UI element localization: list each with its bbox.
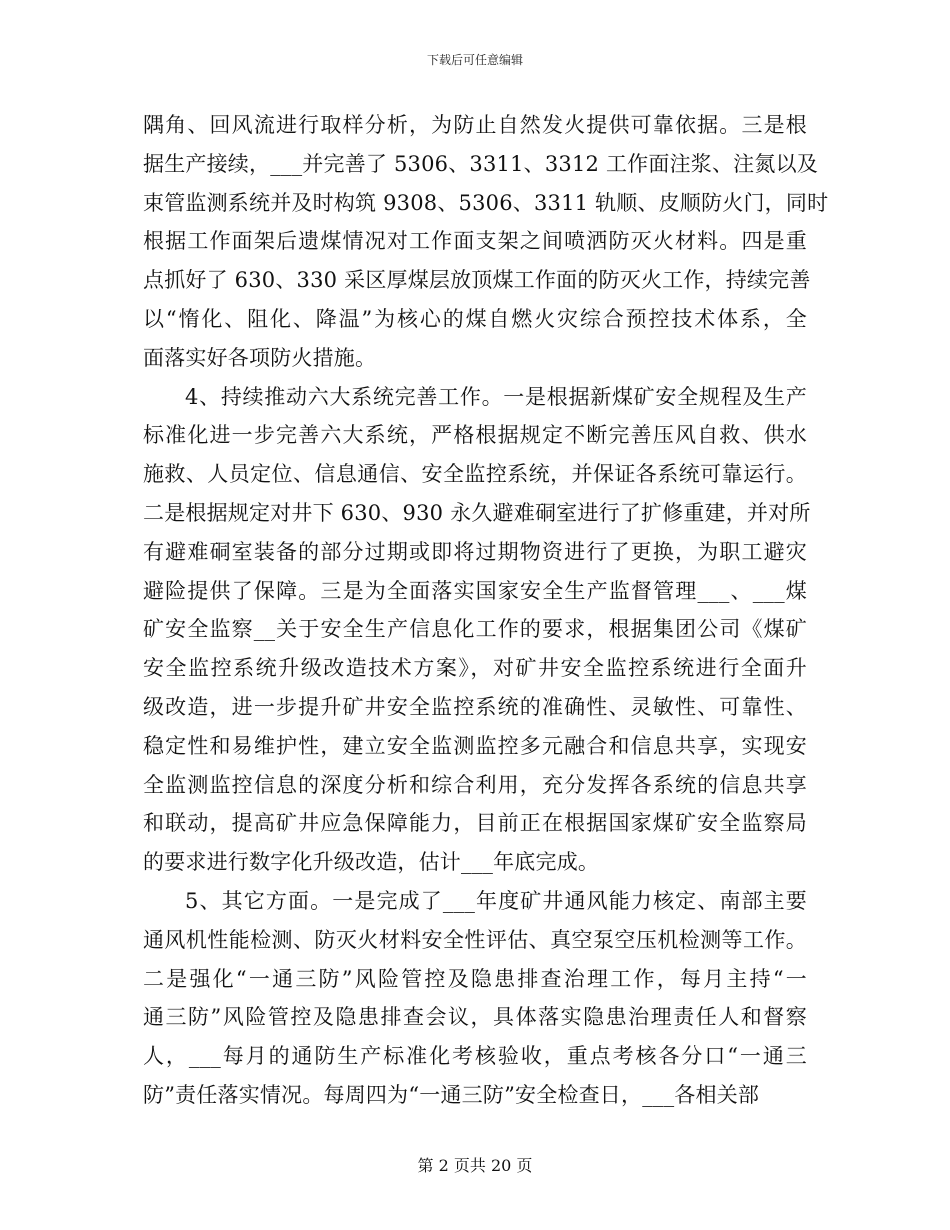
text-line: 安全监控系统升级改造技术方案》，对矿井安全监控系统进行全面升	[143, 656, 807, 681]
page-number: 第 2 页共 20 页	[417, 1156, 533, 1175]
page-footer	[0, 1156, 950, 1176]
text-line: 级改造，进一步提升矿井安全监控系统的准确性、灵敏性、可靠性、	[143, 694, 807, 719]
text-line: 根据工作面架后遗煤情况对工作面支架之间喷洒防灭火材料。四是重	[143, 229, 807, 254]
text-line: 二是强化“一通三防”风险管控及隐患排查治理工作，每月主持“一	[143, 966, 807, 991]
text-line: 隅角、回风流进行取样分析，为防止自然发火提供可靠依据。三是根	[143, 113, 807, 137]
text-line: 通三防”风险管控及隐患排查会议，具体落实隐患治理责任人和督察	[143, 1005, 807, 1030]
paragraph-2	[143, 378, 811, 882]
header-text: 下载后可任意编辑	[426, 53, 523, 67]
text-line: 的要求进行数字化升级改造，估计___年底完成。	[143, 850, 600, 875]
text-line: 人，___每月的通防生产标准化考核验收，重点考核各分口“一通三	[143, 1044, 807, 1069]
text-line: 稳定性和易维护性，建立安全监测监控多元融合和信息共享，实现安	[143, 733, 807, 758]
text-line: 束管监测系统并及时构筑 9308、5306、3311 轨顺、皮顺防火门，同时	[143, 190, 829, 215]
text-line: 以“惰化、阻化、降温”为核心的煤自燃火灾综合预控技术体系，全	[143, 306, 807, 331]
text-line: 有避难硐室装备的部分过期或即将过期物资进行了更换，为职工避灾	[143, 539, 807, 564]
paragraph-3	[143, 882, 807, 1115]
text-line: 面落实好各项防火措施。	[143, 345, 377, 370]
text-line: 防”责任落实情况。每周四为“一通三防”安全检查日，___各相关部	[143, 1082, 760, 1107]
document-body	[143, 106, 829, 1115]
text-line: 据生产接续，___并完善了 5306、3311、3312 工作面注浆、注氮以及	[143, 151, 818, 176]
text-line: 5、其它方面。一是完成了___年度矿井通风能力核定、南部主要	[185, 888, 807, 913]
text-line: 4、持续推动六大系统完善工作。一是根据新煤矿安全规程及生产	[185, 384, 807, 409]
text-line: 避险提供了保障。三是为全面落实国家安全生产监督管理___、___煤	[143, 578, 807, 603]
text-line: 二是根据规定对井下 630、930 永久避难硐室进行了扩修重建，并对所	[143, 500, 811, 525]
text-line: 点抓好了 630、330 采区厚煤层放顶煤工作面的防灭火工作，持续完善	[143, 268, 811, 293]
page-header	[0, 52, 950, 68]
text-line: 标准化进一步完善六大系统，严格根据规定不断完善压风自救、供水	[143, 423, 807, 448]
text-line: 通风机性能检测、防灭火材料安全性评估、真空泵空压机检测等工作。	[143, 927, 807, 952]
text-line: 全监测监控信息的深度分析和综合利用，充分发挥各系统的信息共享	[143, 772, 807, 797]
paragraph-1	[143, 106, 829, 378]
text-line: 矿安全监察__关于安全生产信息化工作的要求，根据集团公司《煤矿	[143, 617, 807, 642]
text-line: 施救、人员定位、信息通信、安全监控系统，并保证各系统可靠运行。	[143, 462, 807, 487]
text-line: 和联动，提高矿井应急保障能力，目前正在根据国家煤矿安全监察局	[143, 811, 807, 836]
